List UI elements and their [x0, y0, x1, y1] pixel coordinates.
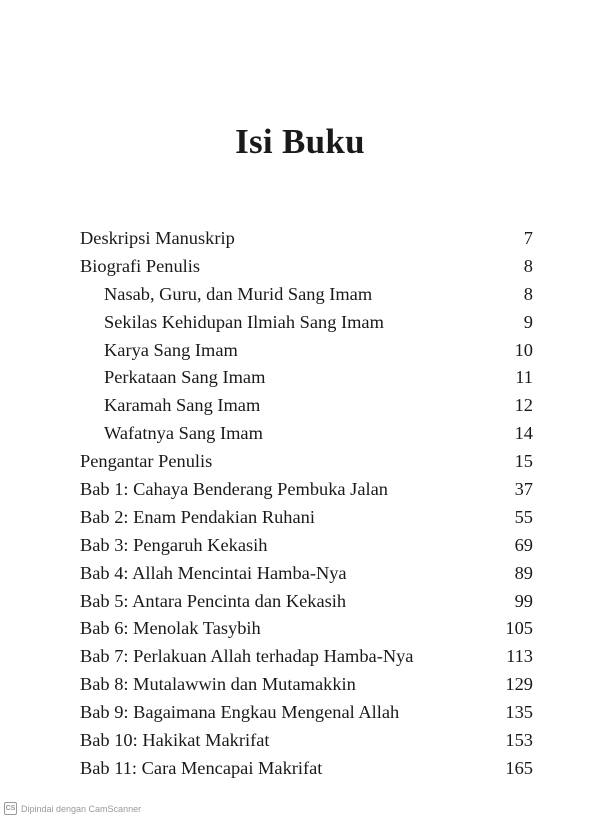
- toc-entry-page: 10: [514, 339, 533, 360]
- toc-entry: [80, 364, 533, 392]
- toc-entry: [80, 615, 533, 643]
- toc-entry: [80, 699, 533, 727]
- toc-entry-label: Sekilas Kehidupan Ilmiah Sang Imam: [104, 311, 384, 332]
- camscanner-logo-icon: CS: [4, 802, 17, 815]
- toc-entry-label: Karya Sang Imam: [104, 339, 238, 360]
- toc-entry-page: 7: [523, 228, 533, 248]
- toc-entry-page: 15: [514, 451, 533, 472]
- toc-entry-page: 99: [514, 590, 533, 611]
- toc-entry-label: Nasab, Guru, dan Murid Sang Imam: [104, 283, 373, 304]
- toc-entry-page: 8: [523, 283, 533, 304]
- toc-entry-page: 11: [515, 367, 533, 388]
- toc-entry-label: Bab 2: Enam Pendakian Ruhani: [80, 506, 315, 527]
- watermark-text: Dipindai dengan CamScanner: [21, 803, 142, 814]
- toc-entry-page: 165: [505, 757, 533, 778]
- toc-entry: [80, 504, 533, 532]
- toc-entry-page: 9: [523, 311, 533, 332]
- toc-entry-label: Bab 5: Antara Pencinta dan Kekasih: [80, 590, 347, 611]
- toc-entry-label: Deskripsi Manuskrip: [80, 228, 235, 248]
- toc-entry: [80, 420, 533, 448]
- toc-entry-label: Pengantar Penulis: [80, 451, 213, 472]
- toc-entry: [80, 392, 533, 420]
- toc-entry-page: 14: [514, 423, 533, 444]
- toc-entry: [80, 643, 533, 671]
- toc-entry-page: 55: [514, 506, 533, 527]
- toc-entry-page: 37: [514, 479, 533, 500]
- toc-entry: [80, 560, 533, 588]
- toc-entry-page: 105: [505, 618, 533, 639]
- toc-entry-page: 135: [505, 702, 533, 723]
- toc-entry-label: Bab 4: Allah Mencintai Hamba-Nya: [80, 562, 347, 583]
- toc-entry: [80, 448, 533, 476]
- toc-entry-page: 113: [506, 646, 533, 667]
- toc-entry: [80, 309, 533, 337]
- toc-entry-label: Bab 6: Menolak Tasybih: [80, 618, 261, 639]
- toc-entry-label: Perkataan Sang Imam: [104, 367, 266, 388]
- toc-entry-label: Bab 11: Cara Mencapai Makrifat: [80, 757, 323, 778]
- toc-entry-label: Biografi Penulis: [80, 255, 201, 276]
- toc-entry: [80, 671, 533, 699]
- toc-entry-label: Karamah Sang Imam: [104, 395, 261, 416]
- toc-entry-label: Bab 3: Pengaruh Kekasih: [80, 534, 268, 555]
- toc-entry: [80, 532, 533, 560]
- table-of-contents: [80, 225, 533, 783]
- toc-entry: [80, 588, 533, 616]
- toc-entry-label: Wafatnya Sang Imam: [104, 423, 263, 444]
- toc-entry-label: Bab 1: Cahaya Benderang Pembuka Jalan: [80, 479, 388, 500]
- toc-entry: [80, 727, 533, 755]
- toc-entry-page: 153: [505, 730, 533, 751]
- page-title: Isi Buku: [235, 122, 365, 162]
- toc-entry-page: 12: [514, 395, 533, 416]
- toc-entry-page: 129: [505, 674, 533, 695]
- scanner-watermark: [4, 802, 141, 815]
- toc-entry-page: 69: [514, 534, 533, 555]
- toc-entry: [80, 225, 533, 253]
- toc-entry-label: Bab 10: Hakikat Makrifat: [80, 730, 270, 751]
- toc-entry-page: 89: [514, 562, 533, 583]
- toc-entry: [80, 337, 533, 365]
- toc-entry-page: 8: [523, 255, 533, 276]
- toc-entry: [80, 253, 533, 281]
- toc-entry-label: Bab 9: Bagaimana Engkau Mengenal Allah: [80, 702, 400, 723]
- toc-entry: [80, 755, 533, 783]
- toc-entry-label: Bab 7: Perlakuan Allah terhadap Hamba-Nya: [80, 646, 414, 667]
- toc-entry-label: Bab 8: Mutalawwin dan Mutamakkin: [80, 674, 356, 695]
- toc-entry: [80, 476, 533, 504]
- toc-entry: [80, 281, 533, 309]
